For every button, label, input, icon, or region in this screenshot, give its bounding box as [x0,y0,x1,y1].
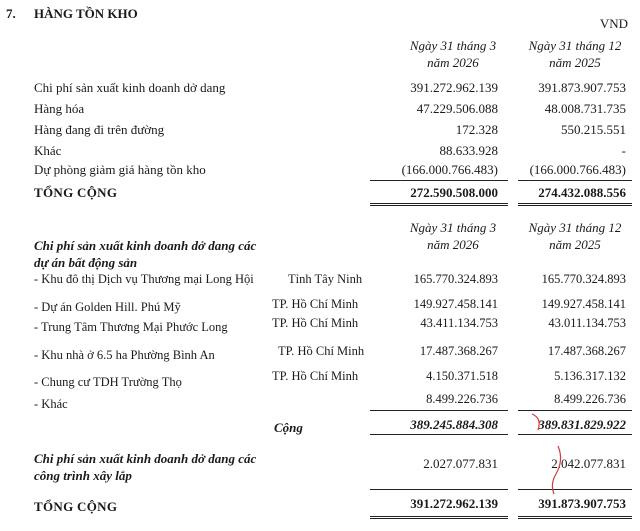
section-number: 7. [6,6,16,21]
t2-group2-title-line2: công trình xây lắp [34,468,132,483]
t1-row-value-2025: - [621,143,626,158]
t1-col1-header-line1: Ngày 31 tháng 3 [409,38,497,53]
t1-row-label: Hàng đang đi trên đường [34,122,165,137]
t1-col2-header-line2: năm 2025 [549,55,601,70]
t1-col2-header-line1: Ngày 31 tháng 12 [528,38,622,53]
t1-row-label: Hàng hóa [34,101,85,116]
t2-group1-title [34,237,256,271]
t2-project-value-2026: 149.927.458.141 [413,297,498,311]
t2-project-location: TP. Hồ Chí Minh [272,316,359,330]
t2-group2-value-2025: 2.042.077.831 [551,456,626,471]
t2-project-name: - Khu nhà ở 6.5 ha Phường Bình An [34,348,215,362]
t2-project-value-2025: 43.011.134.753 [548,316,626,330]
t2-total-label: TỔNG CỘNG [34,499,118,514]
t2-project-name: - Khu đô thị Dịch vụ Thương mại Long Hội [34,272,254,286]
t2-total-doubleline1-col2 [518,516,632,517]
t1-col1-header-line2: năm 2026 [427,55,479,70]
t2-col2-header-line2: năm 2025 [549,237,601,252]
t2-project-name: - Chung cư TDH Trường Thọ [34,375,182,389]
red-pen-annotation [528,408,568,498]
t2-project-value-2026: 8.499.226.736 [426,392,498,406]
currency-label: VND [599,16,628,31]
t2-group2-title [34,450,256,484]
t1-row-label: Dự phòng giảm giá hàng tồn kho [34,162,206,177]
t2-group1-title-line2: dự án bất động sản [34,255,138,270]
t1-row-value-2025: 48.008.731.735 [544,101,626,116]
t2-project-value-2026: 43.411.134.753 [420,316,498,330]
t1-row-value-2026: (166.000.766.483) [401,162,498,177]
t1-total-label: TỔNG CỘNG [34,185,118,200]
t2-project-location: TP. Hồ Chí Minh [272,297,359,311]
t1-row-value-2025: (166.000.766.483) [529,162,626,177]
t2-project-value-2026: 4.150.371.518 [426,369,498,383]
t2-col1-header-line2: năm 2026 [427,237,479,252]
t2-project-location: TP. Hồ Chí Minh [272,369,359,383]
t2-total-doubleline2-col2 [518,518,632,519]
t2-group2-title-line1: Chi phí sản xuất kinh doanh dở dang các [34,451,257,466]
t1-total-line2-col1 [370,205,508,206]
t2-subtotal-under-col1 [370,434,508,435]
t2-project-value-2026: 165.770.324.893 [413,272,498,286]
t2-project-location: Tỉnh Tây Ninh [288,272,363,286]
t2-subtotal-2026: 389.245.884.308 [410,417,498,432]
t2-total-2025: 391.873.907.753 [538,496,626,511]
t2-project-value-2025: 8.499.226.736 [554,392,626,406]
t2-total-doubleline2-col1 [370,518,508,519]
t2-project-name: - Khác [34,397,68,411]
t1-row-value-2026: 47.229.506.088 [416,101,498,116]
t2-col2-header [518,219,632,253]
t1-row-value-2025: 550.215.551 [561,122,626,137]
t1-col2-header [518,37,632,71]
t2-project-location: TP. Hồ Chí Minh [278,344,365,358]
t1-row-value-2025: 391.873.907.753 [538,80,626,95]
t1-row-label: Khác [34,143,62,158]
t2-project-value-2025: 17.487.368.267 [547,344,626,358]
t1-total-line1-col2 [518,203,632,204]
t2-project-value-2025: 149.927.458.141 [541,297,626,311]
t2-subtotal-label: Cộng [274,420,303,435]
t2-col1-header-line1: Ngày 31 tháng 3 [409,220,497,235]
t2-col2-header-line1: Ngày 31 tháng 12 [528,220,622,235]
t2-total-doubleline1-col1 [370,516,508,517]
t1-subtotal-line-col2 [518,180,632,181]
t1-col1-header [398,37,508,71]
section-title: HÀNG TỒN KHO [34,6,138,21]
t1-row-label: Chi phí sản xuất kinh doanh dở dang [34,80,226,95]
t2-group2-value-2026: 2.027.077.831 [423,456,498,471]
t1-row-value-2026: 172.328 [455,122,498,137]
t2-group1-title-line1: Chi phí sản xuất kinh doanh dở dang các [34,238,257,253]
t2-total-2026: 391.272.962.139 [410,496,498,511]
t2-project-value-2025: 5.136.317.132 [554,369,626,383]
t1-row-value-2026: 88.633.928 [439,143,498,158]
t2-subtotal-line-col1 [370,410,508,411]
t1-row-value-2026: 391.272.962.139 [410,80,498,95]
t2-project-name: - Trung Tâm Thương Mại Phước Long [34,320,228,334]
t2-project-value-2025: 165.770.324.893 [541,272,626,286]
t1-total-2025: 274.432.088.556 [538,185,626,200]
t2-col1-header [398,219,508,253]
t2-total-topline-col1 [370,489,508,490]
t2-project-name: - Dự án Golden Hill. Phú Mỹ [34,300,181,314]
t1-total-2026: 272.590.508.000 [410,185,498,200]
t2-subtotal-2025: 389.831.829.922 [538,417,626,432]
t2-project-value-2026: 17.487.368.267 [419,344,498,358]
t1-total-line2-col2 [518,205,632,206]
t1-subtotal-line-col1 [370,180,508,181]
t1-total-line1-col1 [370,203,508,204]
